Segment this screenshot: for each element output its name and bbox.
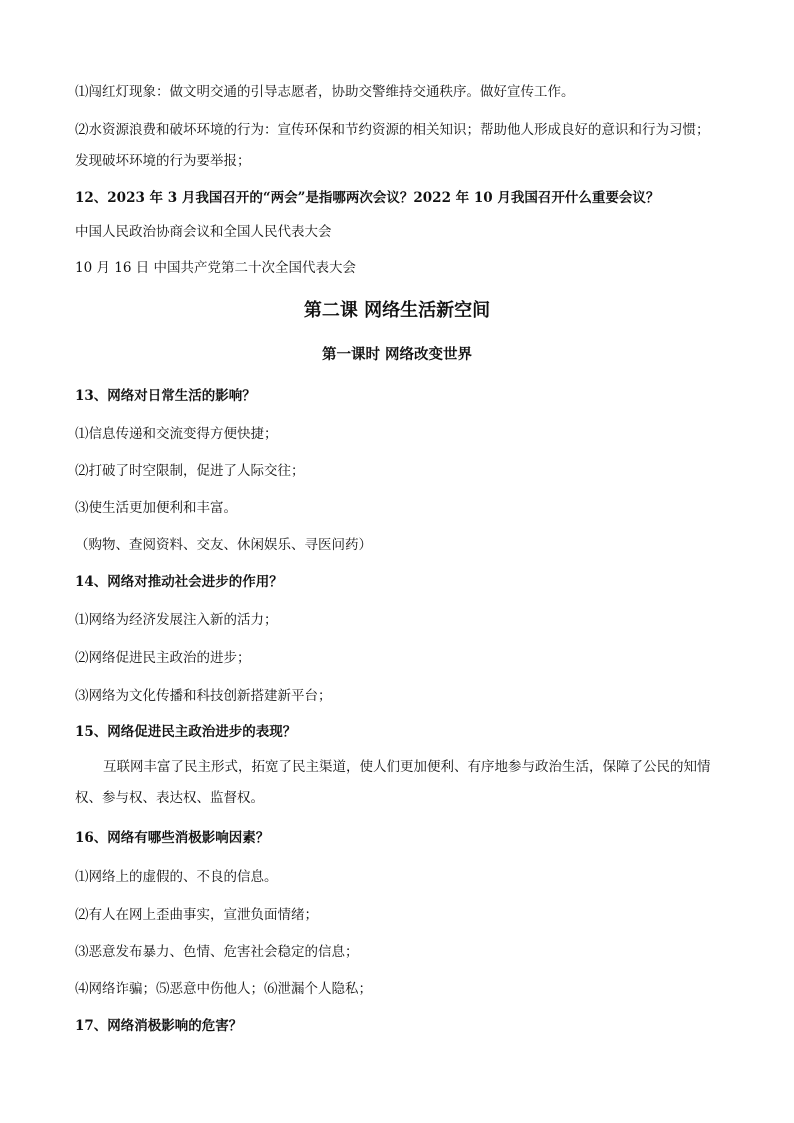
answer-line: ⑴信息传递和交流变得方便快捷； xyxy=(75,426,278,442)
question-14: 14、网络对推动社会进步的作用？ xyxy=(75,574,283,590)
answer-line: 中国人民政治协商会议和全国人民代表大会 xyxy=(75,224,332,240)
question-12: 12、2023 年 3 月我国召开的“两会”是指哪两次会议？2022 年 10 月我国召开什么重要会议？ xyxy=(75,190,660,206)
answer-line: ⑴闯红灯现象：做文明交通的引导志愿者，协助交警维持交通秩序。做好宣传工作。 xyxy=(75,84,575,100)
answer-line: ⑴网络为经济发展注入新的活力； xyxy=(75,612,278,628)
answer-line: ⑵网络促进民主政治的进步； xyxy=(75,650,251,666)
answer-line: 发现破坏环境的行为要举报； xyxy=(75,153,251,169)
answer-line: ⑵打破了时空限制，促进了人际交往； xyxy=(75,463,305,479)
section-title: 第一课时 网络改变世界 xyxy=(321,346,473,363)
answer-line: （购物、查阅资料、交友、休闲娱乐、寻医问药） xyxy=(75,537,372,553)
answer-line: ⑵有人在网上歪曲事实，宣泄负面情绪； xyxy=(75,907,318,923)
answer-line: ⑷网络诈骗；⑸恶意中伤他人；⑹泄漏个人隐私； xyxy=(75,981,372,997)
answer-line: 10 月 16 日 中国共产党第二十次全国代表大会 xyxy=(75,260,357,276)
answer-line: ⑶恶意发布暴力、色情、危害社会稳定的信息； xyxy=(75,944,359,960)
answer-line: ⑴网络上的虚假的、不良的信息。 xyxy=(75,869,278,885)
question-15: 15、网络促进民主政治进步的表现？ xyxy=(75,724,297,740)
lesson-title: 第二课 网络生活新空间 xyxy=(303,300,491,321)
answer-paragraph: 互联网丰富了民主形式，拓宽了民主渠道，使人们更加便利、有序地参与政治生活，保障了公民的知情权、参与权、表达权、监督权。 xyxy=(75,759,711,806)
question-17: 17、网络消极影响的危害？ xyxy=(75,1018,243,1034)
answer-line: ⑶使生活更加便利和丰富。 xyxy=(75,500,237,516)
question-16: 16、网络有哪些消极影响因素？ xyxy=(75,830,270,846)
question-13: 13、网络对日常生活的影响？ xyxy=(75,388,256,404)
answer-line: ⑶网络为文化传播和科技创新搭建新平台； xyxy=(75,688,332,704)
answer-line: ⑵水资源浪费和破坏环境的行为：宣传环保和节约资源的相关知识；帮助他人形成良好的意识和行为习惯； xyxy=(75,122,710,138)
